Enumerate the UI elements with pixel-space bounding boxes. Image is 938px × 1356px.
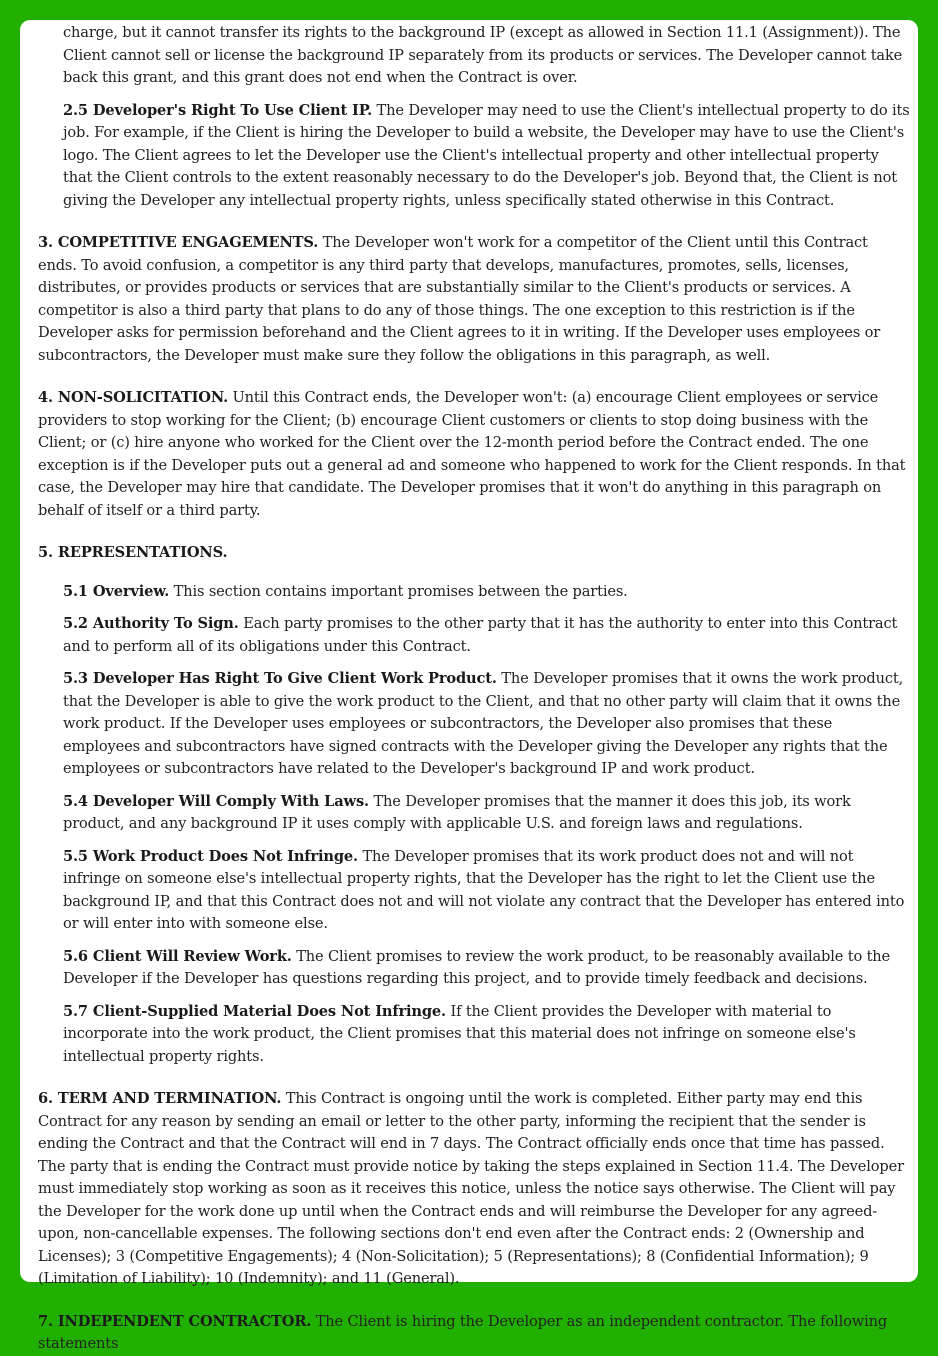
section-2-5-text: The Developer may need to use the Client's intellectual property to do its job. For example, if the Client is hiring the Developer to build a website, the Developer may have to use the Client's logo. The Client agrees to let the Developer use the Client's intellectual property and other intellectual property that the Client controls to the extent reasonably necessary to do the Developer's job. Beyond that, the Client is not giving the Developer any intellectual property rights, unless specifically stated otherwise in this Contract. (63, 101, 910, 209)
section-5-2 (38, 613, 910, 658)
section-2-5 (38, 100, 910, 213)
section-2-4-continued: charge, but it cannot transfer its rights to the background IP (except as allowed in Section 11.1 (Assignment)). The Client cannot sell or license the background IP separately from its products or services. The Developer cannot take back this grant, and this grant does not end when the Contract is over. (63, 24, 903, 86)
document-page (20, 20, 918, 1352)
section-5-6 (38, 946, 910, 991)
section-5-5 (38, 846, 910, 936)
contract-body (38, 22, 910, 1356)
section-4 (38, 387, 910, 522)
section-7-text: The Client is hiring the Developer as an independent contractor. The following statements (38, 1312, 888, 1352)
section-5-3-text: The Developer promises that it owns the work product, that the Developer is able to give the work product to the Client, and that no other party will claim that it owns the work product. If the Developer uses employees or subcontractors, the Developer also promises that these employees and subcontractors have signed contracts with the Developer giving the Developer any rights that the employees or subcontractors have related to the Developer's background IP and work product. (63, 670, 904, 777)
section-5-3-heading: 5.3 Developer Has Right To Give Client Work Product. (63, 670, 497, 687)
section-5-5-text: The Developer promises that its work product does not and will not infringe on someone else's intellectual property rights, that the Developer has the right to let the Client use the background IP, and that this Contract does not and will not violate any contract that the Developer has entered into or will enter into with someone else. (63, 847, 905, 932)
section-5-1-heading: 5.1 Overview. (63, 582, 170, 600)
section-3-heading: 3. COMPETITIVE ENGAGEMENTS. (38, 234, 319, 251)
section-5-7-heading: 5.7 Client-Supplied Material Does Not Infringe. (63, 1002, 446, 1020)
section-3-text: The Developer won't work for a competitor of the Client until this Contract ends. To avoid confusion, a competitor is any third party that develops, manufactures, promotes, sells, licenses, distributes, or provides products or services that are substantially similar to the Client's products or services. A competitor is also a third party that plans to do any of those things. The one exception to this restriction is if the Developer asks for permission beforehand and the Client agrees to it in writing. If the Developer uses employees or subcontractors, the Developer must make sure they follow the obligations in this paragraph, as well. (38, 234, 881, 364)
section-3 (38, 232, 910, 367)
section-5-7-text: If the Client provides the Developer with material to incorporate into the work product, the Client promises that this material does not infringe on someone else's intellectual property rights. (63, 1002, 856, 1065)
section-5-7 (38, 1001, 910, 1069)
section-5-1 (38, 581, 910, 604)
section-2-5-heading: 2.5 Developer's Right To Use Client IP. (63, 101, 373, 119)
section-5-5-heading: 5.5 Work Product Does Not Infringe. (63, 847, 358, 865)
section-6 (38, 1088, 910, 1291)
section-5-heading: 5. REPRESENTATIONS. (38, 544, 228, 561)
section-5-2-heading: 5.2 Authority To Sign. (63, 615, 239, 632)
section-6-text: This Contract is ongoing until the work is completed. Either party may end this Contract for any reason by sending an email or letter to the other party, informing the recipient that the sender is ending the Contract and that the Contract will end in 7 days. The Contract officially ends once that time has passed. The party that is ending the Contract must provide notice by taking the steps explained in Section 11.4. The Developer must immediately stop working as soon as it receives this notice, unless the notice says otherwise. The Client will pay the Developer for the work done up until when the Contract ends and will reimburse the Developer for any agreed-upon, non-cancellable expenses. The following sections don't end even after the Contract ends: 2 (Ownership and Licenses); 3 (Competitive Engagements); 4 (Non-Solicitation); 5 (Representations); 8 (Confidential Information); 9 (Limitation of Liability); 10 (Indemnity); and 11 (General). (38, 1090, 904, 1287)
section-5-2-text: Each party promises to the other party that it has the authority to enter into this Contract and to perform all of its obligations under this Contract. (63, 615, 898, 655)
section-5-6-text: The Client promises to review the work product, to be reasonably available to the Developer if the Developer has questions regarding this project, and to provide timely feedback and decisions. (63, 947, 891, 987)
section-5-4-heading: 5.4 Developer Will Comply With Laws. (63, 792, 369, 810)
section-7-heading: 7. INDEPENDENT CONTRACTOR. (38, 1312, 312, 1330)
section-5-4-text: The Developer promises that the manner it does this job, its work product, and any background IP it uses comply with applicable U.S. and foreign laws and regulations. (63, 792, 851, 832)
section-5-4 (38, 791, 910, 836)
section-6-heading: 6. TERM AND TERMINATION. (38, 1090, 282, 1107)
section-5-3 (38, 668, 910, 781)
section-5 (38, 542, 910, 565)
section-5-6-heading: 5.6 Client Will Review Work. (63, 947, 292, 965)
section-4-text: Until this Contract ends, the Developer won't: (a) encourage Client employees or service providers to stop working for the Client; (b) encourage Client customers or clients to stop doing business with the Client; or (c) hire anyone who worked for the Client over the 12-month period before the Contract ended. The one exception is if the Developer puts out a general ad and someone who happened to work for the Client responds. In that case, the Developer may hire that candidate. The Developer promises that it won't do anything in this paragraph on behalf of itself or a third party. (38, 389, 906, 519)
section-5-1-text: This section contains important promises between the parties. (169, 582, 628, 600)
section-4-heading: 4. NON-SOLICITATION. (38, 389, 229, 406)
section-7 (38, 1311, 910, 1356)
